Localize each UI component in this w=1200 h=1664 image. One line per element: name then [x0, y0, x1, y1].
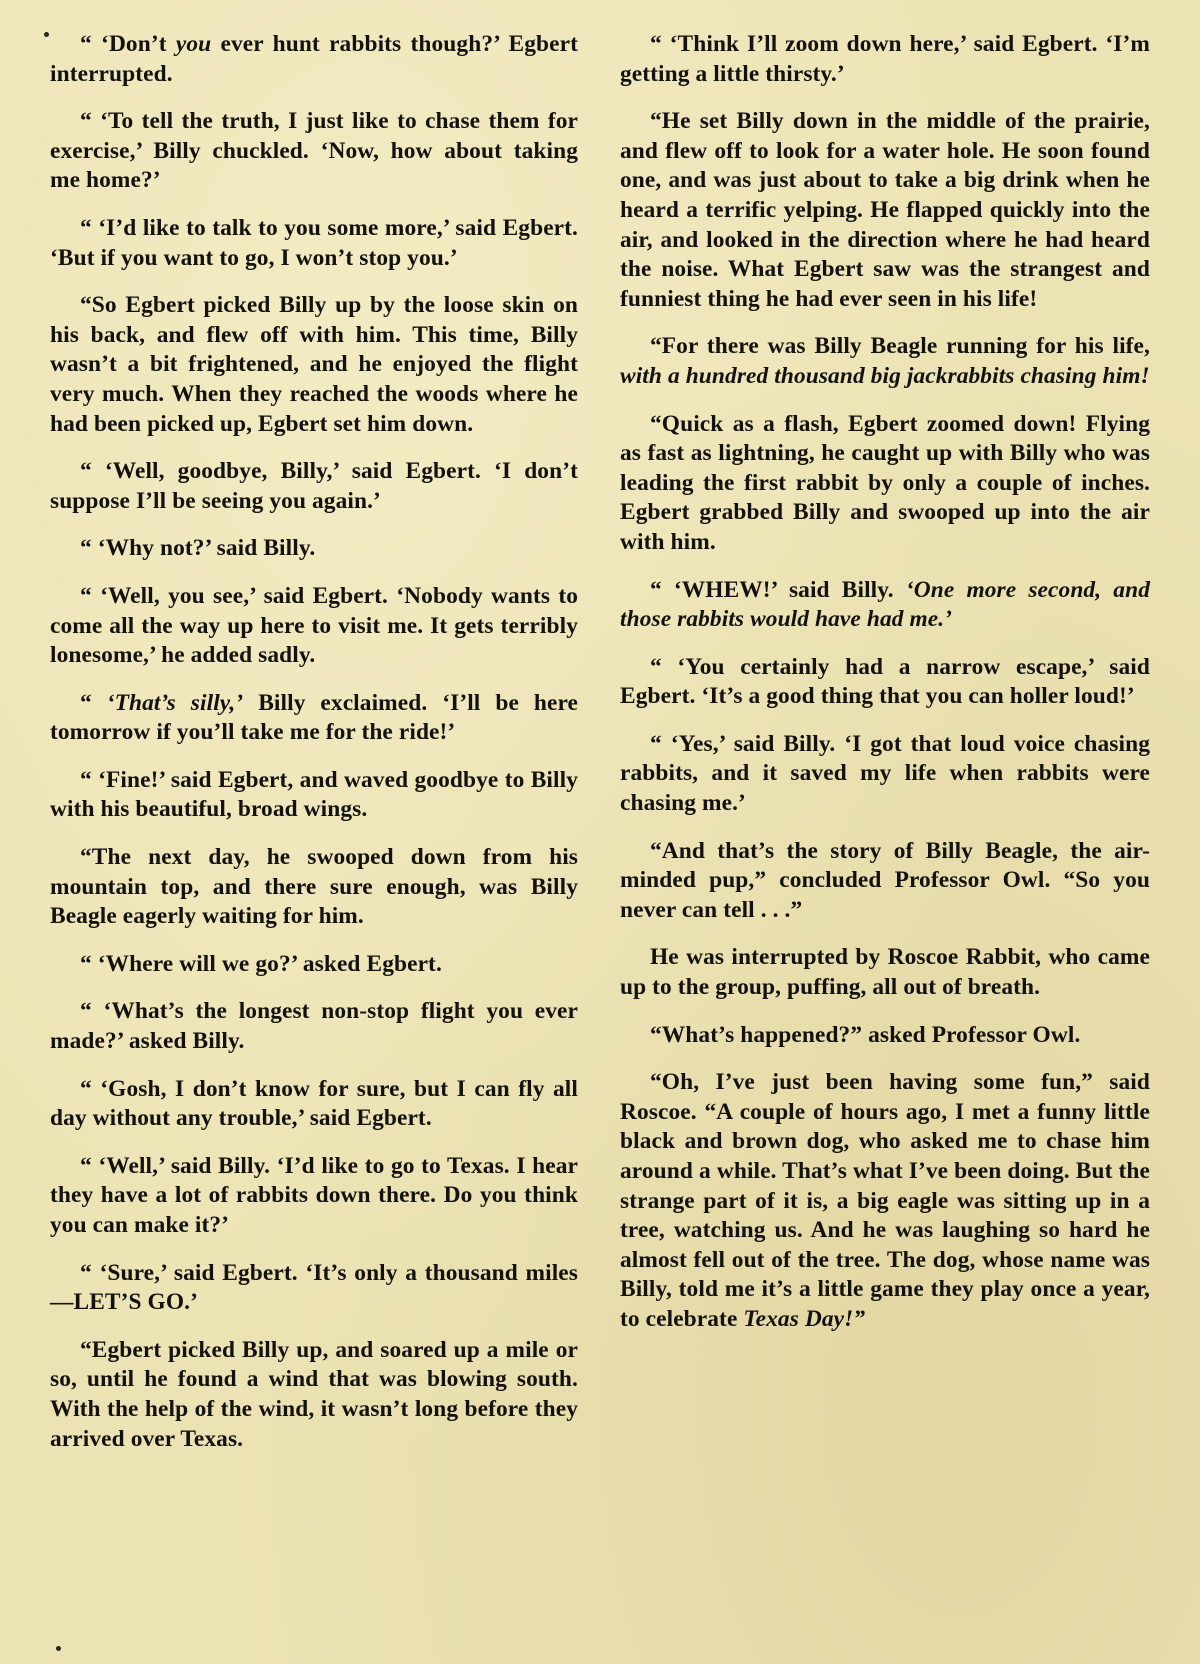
paragraph: “He set Billy down in the middle of the prairie, and flew off to look for a water hole. He soon found one, and was just about to take a big drink when he heard a terrific yelping. He flapped quickly into the air, and looked in the direction where he had heard the noise. What Egbert saw was the strangest and funniest thing he had ever seen in his life! — [620, 108, 1150, 312]
paragraph: “For there was Billy Beagle running for his life, with a hundred thousand big jackrabbits chasing him! — [620, 333, 1150, 389]
paragraph: “ ‘Where will we go?’ asked Egbert. — [80, 950, 442, 977]
paragraph: “So Egbert picked Billy up by the loose skin on his back, and flew off with him. This time, Billy wasn’t a bit frightened, and he enjoyed the flight very much. When they reached the woods where he had been picked up, Egbert set him down. — [50, 292, 578, 437]
paragraph: “ ‘Think I’ll zoom down here,’ said Egbert. ‘I’m getting a little thirsty.’ — [620, 31, 1150, 87]
paragraph: “And that’s the story of Billy Beagle, the air-minded pup,” concluded Professor Owl. “So you never can tell . . .” — [620, 837, 1150, 923]
paragraph: “ ‘Don’t you ever hunt rabbits though?’ Egbert interrupted. — [50, 31, 578, 87]
left-text-column — [50, 30, 578, 1640]
paragraph: “ ‘Fine!’ said Egbert, and waved goodbye to Billy with his beautiful, broad wings. — [50, 766, 578, 823]
paragraph: “ ‘To tell the truth, I just like to chase them for exercise,’ Billy chuckled. ‘Now, how about taking me home?’ — [50, 108, 578, 194]
right-text-column — [620, 30, 1150, 1640]
paragraph: “ ‘I’d like to talk to you some more,’ said Egbert. ‘But if you want to go, I won’t stop you.’ — [50, 214, 578, 271]
paragraph: “ ‘Well, you see,’ said Egbert. ‘Nobody wants to come all the way up here to visit me. It gets terribly lonesome,’ he added sadly. — [50, 582, 578, 669]
paragraph: “ ‘That’s silly,’ Billy exclaimed. ‘I’ll be here tomorrow if you’ll take me for the ride!’ — [50, 689, 578, 746]
paragraph: “The next day, he swooped down from his mountain top, and there sure enough, was Billy Beagle eagerly waiting for him. — [50, 844, 578, 930]
paragraph: “ ‘WHEW!’ said Billy. ‘One more second, and those rabbits would have had me.’ — [620, 576, 1150, 633]
paragraph: “ ‘Yes,’ said Billy. ‘I got that loud voice chasing rabbits, and it saved my life when rabbits were chasing me.’ — [620, 730, 1150, 817]
paragraph: “What’s happened?” asked Professor Owl. — [650, 1021, 1081, 1048]
paragraph: He was interrupted by Roscoe Rabbit, who came up to the group, puffing, all out of breath. — [620, 944, 1150, 1001]
ink-speck — [44, 32, 49, 37]
paragraph: “Oh, I’ve just been having some fun,” said Roscoe. “A couple of hours ago, I met a funny little black and brown dog, who asked me to chase him around a while. That’s what I’ve been doing. But the strange part of it is, a big eagle was sitting up in a tree, watching us. And he was laughing so hard he almost fell out of the tree. The dog, whose name was Billy, told me it’s a little game they play once a year, to celebrate Texas Day!” — [620, 1069, 1150, 1332]
paragraph: “ ‘Gosh, I don’t know for sure, but I can fly all day without any trouble,’ said Egbert. — [50, 1075, 578, 1132]
paragraph: “ ‘You certainly had a narrow escape,’ said Egbert. ‘It’s a good thing that you can holler loud!’ — [620, 653, 1150, 710]
paragraph: “ ‘Well,’ said Billy. ‘I’d like to go to Texas. I hear they have a lot of rabbits down there. Do you think you can make it?’ — [50, 1152, 578, 1238]
paragraph: “Egbert picked Billy up, and soared up a mile or so, until he found a wind that was blowing south. With the help of the wind, it wasn’t long before they arrived over Texas. — [50, 1336, 578, 1452]
paragraph: “Quick as a flash, Egbert zoomed down! Flying as fast as lightning, he caught up with Billy who was leading the first rabbit by only a couple of inches. Egbert grabbed Billy and swooped up into the air with him. — [620, 410, 1150, 555]
paragraph: “ ‘Well, goodbye, Billy,’ said Egbert. ‘I don’t suppose I’ll be seeing you again.’ — [50, 458, 578, 514]
paragraph: “ ‘What’s the longest non-stop flight you ever made?’ asked Billy. — [50, 998, 578, 1055]
paragraph: “ ‘Why not?’ said Billy. — [80, 535, 316, 562]
paragraph: “ ‘Sure,’ said Egbert. ‘It’s only a thousand miles—LET’S GO.’ — [50, 1259, 578, 1316]
ink-speck — [56, 1646, 61, 1651]
